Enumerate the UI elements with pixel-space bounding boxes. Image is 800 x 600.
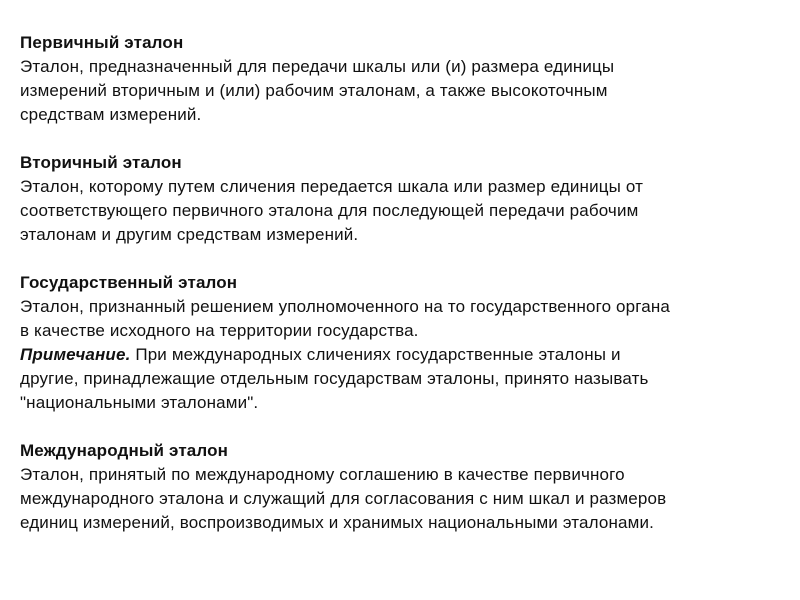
note-text (20, 343, 790, 415)
term-title: Международный эталон (20, 441, 229, 460)
definition-text (20, 175, 790, 247)
definition-line: Эталон, принятый по международному соглашению в качестве первичного (20, 465, 625, 484)
definition-line: Эталон, признанный решением уполномоченного на то государственного органа (20, 297, 670, 316)
definition-line: единиц измерений, воспроизводимых и хранимых национальными эталонами. (20, 513, 654, 532)
slide-content (20, 31, 790, 559)
definition-section-state-standard (20, 271, 790, 415)
definition-line: Эталон, предназначенный для передачи шкалы или (и) размера единицы (20, 57, 615, 76)
definition-section-primary-standard (20, 31, 790, 127)
definition-line: средствам измерений. (20, 105, 202, 124)
term-title: Первичный эталон (20, 33, 184, 52)
definition-line: в качестве исходного на территории государства. (20, 321, 419, 340)
definition-line: измерений вторичным и (или) рабочим эталонам, а также высокоточным (20, 81, 608, 100)
term-title: Государственный эталон (20, 273, 238, 292)
definition-line: соответствующего первичного эталона для последующей передачи рабочим (20, 201, 639, 220)
note-label: Примечание. (20, 345, 131, 364)
definition-section-international-standard (20, 439, 790, 535)
definition-line: Эталон, которому путем сличения передается шкала или размер единицы от (20, 177, 644, 196)
note-line: "национальными эталонами". (20, 393, 259, 412)
note-line: другие, принадлежащие отдельным государствам эталоны, принято называть (20, 369, 649, 388)
term-title: Вторичный эталон (20, 153, 182, 172)
definition-section-secondary-standard (20, 151, 790, 247)
definition-line: международного эталона и служащий для согласования с ним шкал и размеров (20, 489, 667, 508)
definition-text (20, 463, 790, 535)
definition-line: эталонам и другим средствам измерений. (20, 225, 359, 244)
note-line: При международных сличениях государственные эталоны и (130, 345, 621, 364)
definition-text (20, 55, 790, 127)
definition-text (20, 295, 790, 343)
